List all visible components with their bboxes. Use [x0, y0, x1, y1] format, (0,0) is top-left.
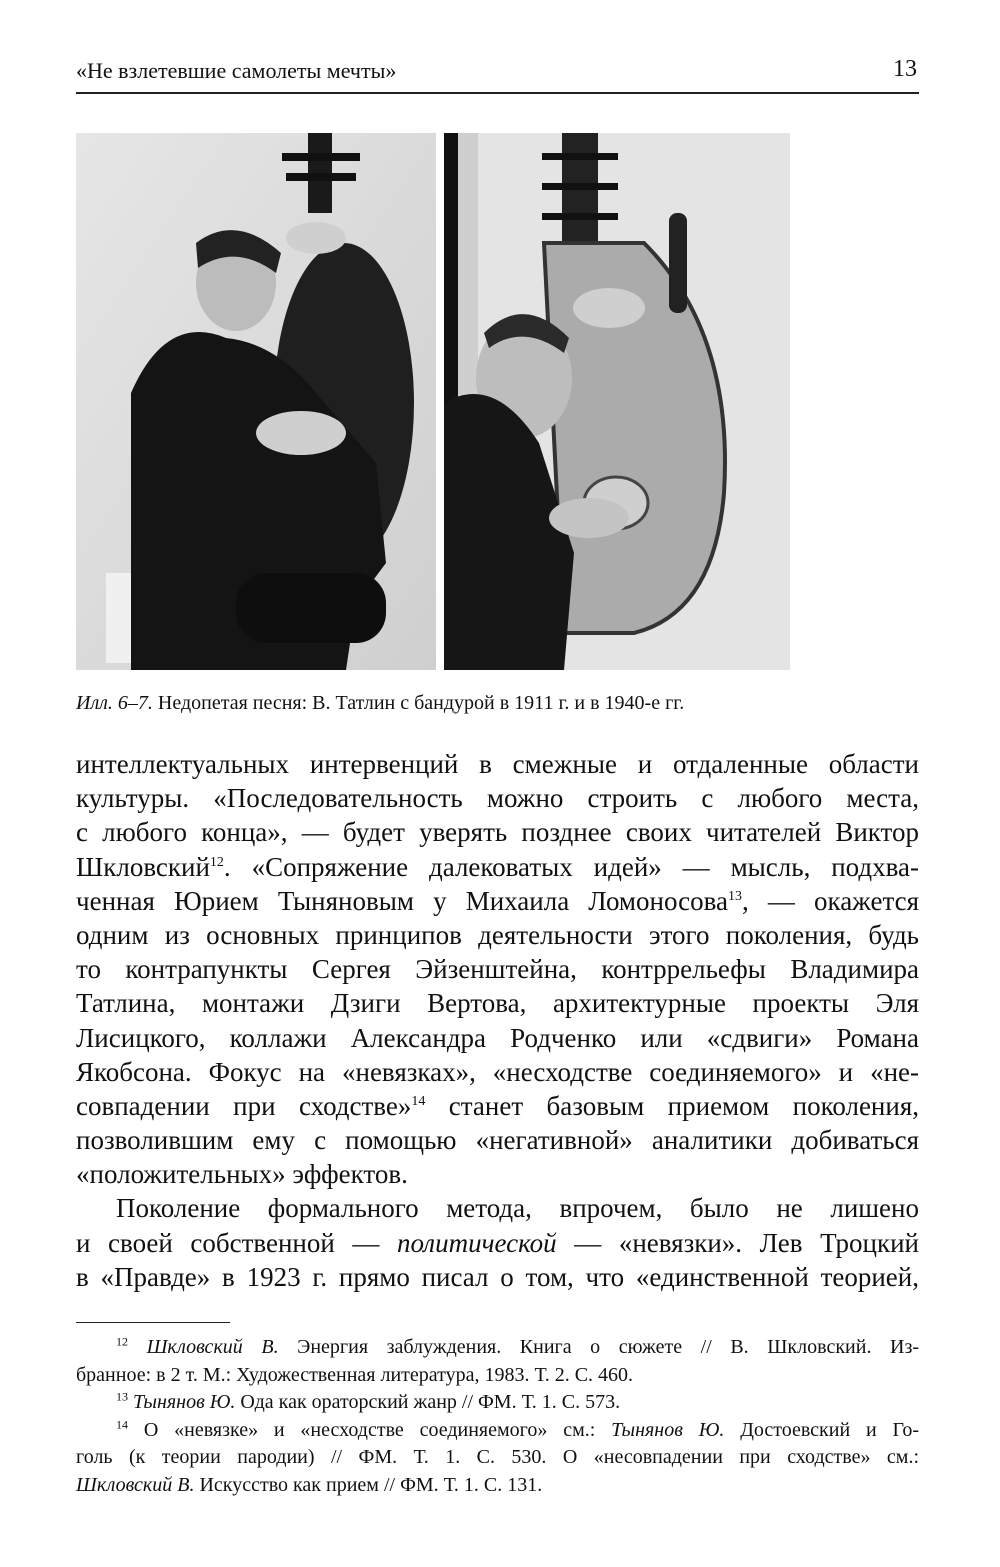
page-number: 13 — [893, 56, 917, 82]
footnote-separator — [76, 1322, 230, 1323]
text-line: культуры. «Последовательность можно строить с любого места, — [76, 783, 919, 814]
text-line: Шкловский$^{12}$. «Сопряжение далековатых идей» — мысль, подхва- — [76, 851, 919, 882]
footnote-12: $^{12}$ Шкловский В. Энергия заблуждения. Книга о сюжете // В. Шкловский. Из- — [116, 1334, 920, 1358]
text-line: ченная Юрием Тыняновым у Михаила Ломоносова$^{13}$, — окажется — [76, 885, 919, 916]
text-line: Поколение формального метода, впрочем, было не лишено — [116, 1193, 919, 1224]
footnote-ref: 12 — [209, 854, 224, 870]
text-line: с любого конца», — будет уверять позднее своих читателей Виктор — [76, 817, 919, 848]
running-header — [76, 52, 919, 94]
photo-old-man-with-bandura — [444, 133, 790, 670]
text-line: позволившим ему с помощью «негативной» аналитики добиваться — [76, 1125, 919, 1156]
running-title: «Не взлетевшие самолеты мечты» — [76, 58, 397, 83]
text-line: то контрапункты Сергея Эйзенштейна, контррельефы Владимира — [76, 954, 919, 985]
text-line: и своей собственной — политической — «невязки». Лев Троцкий — [76, 1227, 919, 1258]
text-line: Татлина, монтажи Дзиги Вертова, архитектурные проекты Эля — [76, 988, 919, 1019]
text-line: Лисицкого, коллажи Александра Родченко или «сдвиги» Романа — [76, 1022, 919, 1053]
text-line: в «Правде» в 1923 г. прямо писал о том, что «единственной теорией, — [76, 1261, 919, 1292]
text-line: «положительных» эффектов. — [76, 1159, 408, 1190]
text-line: совпадении при сходстве»$^{14}$ станет базовым приемом поколения, — [76, 1090, 919, 1121]
text-line: одним из основных принципов деятельности этого поколения, будь — [76, 919, 919, 950]
footnote-14-cont: голь (к теории пародии) // ФМ. Т. 1. С. 530. О «несовпадении при сходстве» см.: — [76, 1446, 919, 1468]
footnote-ref: 14 — [411, 1093, 426, 1109]
main-text — [76, 747, 919, 1294]
caption-text: Недопетая песня: В. Татлин с бандурой в 1911 г. и в 1940-е гг. — [152, 692, 685, 714]
footnote-13: $^{13}$ Тынянов Ю. Ода как ораторский жанр // ФМ. Т. 1. С. 573. — [116, 1389, 621, 1413]
figure-caption — [76, 692, 684, 715]
footnote-ref: 13 — [728, 888, 742, 904]
footnote-12-cont: бранное: в 2 т. М.: Художественная литература, 1983. Т. 2. С. 460. — [76, 1363, 634, 1386]
text-line: интеллектуальных интервенций в смежные и отдаленные области — [76, 749, 919, 779]
footnotes — [76, 1334, 919, 1499]
caption-label: Илл. 6–7. — [76, 692, 153, 714]
footnote-14: $^{14}$ О «невязке» и «несходстве соединяемого» см.: Тынянов Ю. Достоевский и Го- — [116, 1416, 920, 1441]
text-line: Якобсона. Фокус на «невязках», «несходстве соединяемого» и «не- — [76, 1056, 919, 1087]
photo-young-man-with-bandura — [76, 133, 436, 670]
footnote-14-cont: Шкловский В. Искусство как прием // ФМ. Т. 1. С. 131. — [76, 1473, 543, 1496]
